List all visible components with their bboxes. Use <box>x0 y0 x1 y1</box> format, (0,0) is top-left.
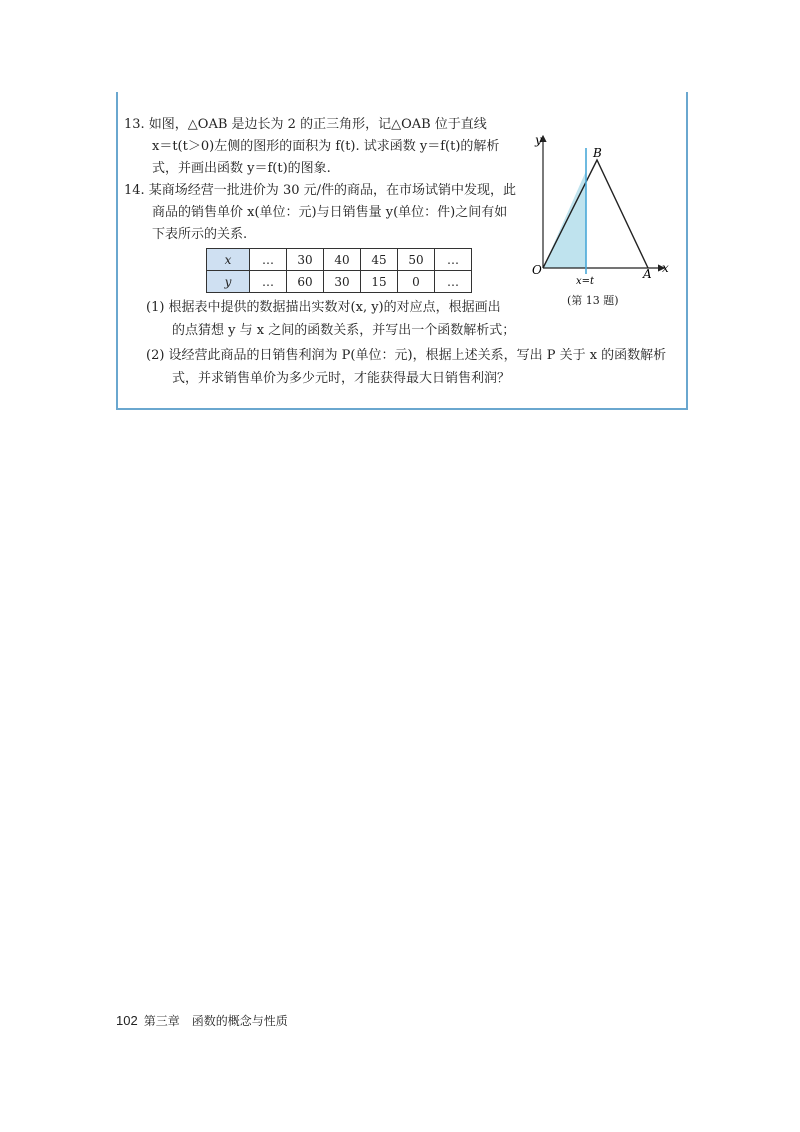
q14-part1-line-1: (1) 根据表中提供的数据描出实数对(x, y)的对应点，根据画出 <box>146 300 501 315</box>
q14-part2-line-2: 式，并求销售单价为多少元时，才能获得最大日销售利润？ <box>172 371 511 386</box>
q14-line-1: 14. 某商场经营一批进价为 30 元/件的商品，在市场试销中发现，此 <box>124 183 516 198</box>
shaded-area <box>543 171 586 268</box>
table-cell: 0 <box>398 271 435 293</box>
table-cell: 40 <box>324 249 361 271</box>
table-row-x <box>207 249 472 271</box>
q13-line-3: 式，并画出函数 y＝f(t)的图象. <box>152 161 331 176</box>
q14-line-2: 商品的销售单价 x(单位：元)与日销售量 y(单位：件)之间有如 <box>152 205 508 220</box>
label-b: B <box>593 146 602 160</box>
figure-caption: (第 13 题) <box>567 294 619 307</box>
label-y: y <box>535 133 542 147</box>
q14-part1-line-2: 的点猜想 y 与 x 之间的函数关系，并写出一个函数解析式； <box>172 323 516 338</box>
table-cell: 15 <box>361 271 398 293</box>
label-a: A <box>643 267 652 281</box>
table-cell: … <box>435 271 472 293</box>
page-footer <box>116 1012 288 1029</box>
page-number: 102 <box>116 1013 138 1028</box>
q13-line-1: 13. 如图，△OAB 是边长为 2 的正三角形，记△OAB 位于直线 <box>124 117 487 132</box>
chapter-title: 函数的概念与性质 <box>191 1014 288 1028</box>
table-cell: 45 <box>361 249 398 271</box>
table-cell: … <box>250 249 287 271</box>
label-x: x <box>662 261 669 275</box>
chapter-label: 第三章 <box>143 1014 180 1028</box>
label-o: O <box>532 263 542 277</box>
q14-line-3: 下表所示的关系. <box>152 227 248 242</box>
value-table <box>206 248 472 293</box>
table-header-x: x <box>207 249 250 271</box>
table-cell: 30 <box>287 249 324 271</box>
triangle-figure <box>524 126 672 286</box>
label-x-equals-t: x=t <box>576 276 595 286</box>
table-header-y: y <box>207 271 250 293</box>
table-cell: 60 <box>287 271 324 293</box>
table-row-y <box>207 271 472 293</box>
table-cell: 50 <box>398 249 435 271</box>
q13-line-2: x＝t(t＞0)左侧的图形的面积为 f(t). 试求函数 y＝f(t)的解析 <box>152 139 500 154</box>
table-cell: 30 <box>324 271 361 293</box>
table-cell: … <box>250 271 287 293</box>
q14-part2-line-1: (2) 设经营此商品的日销售利润为 P(单位：元)，根据上述关系，写出 P 关于 x 的函数解析 <box>146 348 667 363</box>
table-cell: … <box>435 249 472 271</box>
